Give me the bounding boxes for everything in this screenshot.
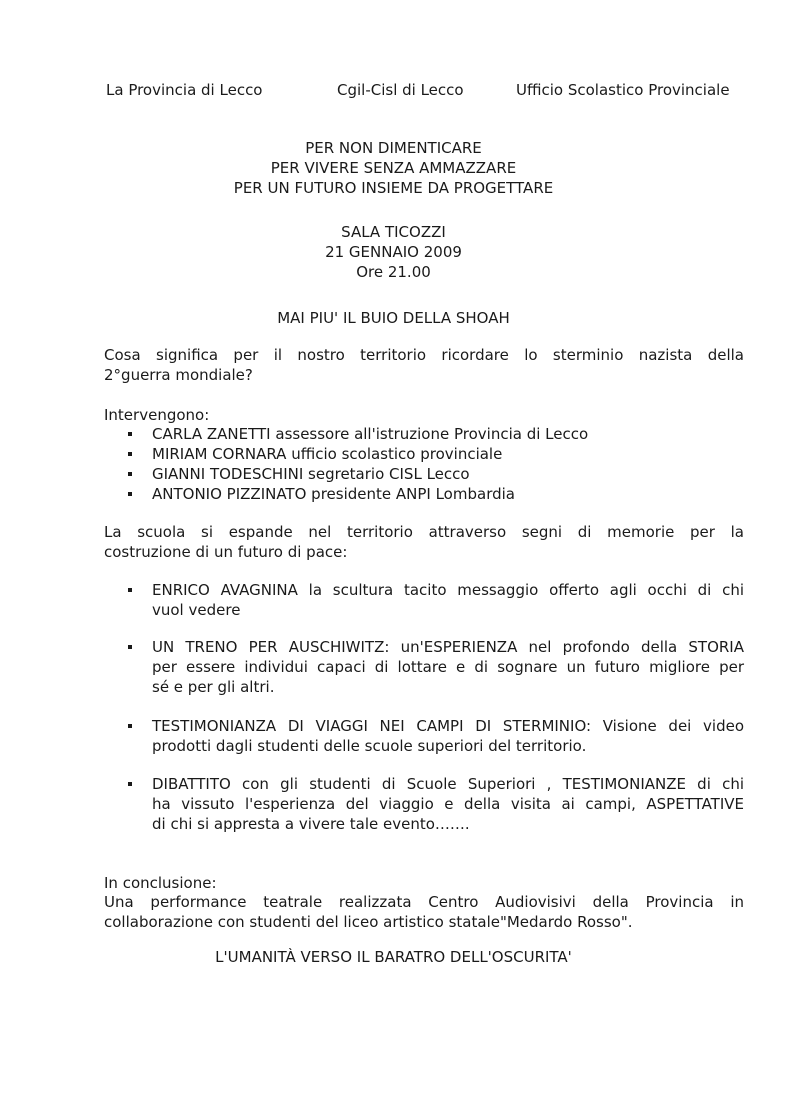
activity-item: [128, 716, 744, 756]
speaker-item: [128, 464, 588, 484]
bullet-icon: [128, 432, 132, 436]
title-block: [0, 138, 787, 198]
intro-line: costruzione di un futuro di pace:: [104, 543, 348, 561]
bullet-icon: [128, 472, 132, 476]
title-line: PER UN FUTURO INSIEME DA PROGETTARE: [233, 179, 554, 197]
speaker-text: MIRIAM CORNARA ufficio scolastico provinciale: [152, 445, 503, 463]
motto: MAI PIU' IL BUIO DELLA SHOAH: [277, 309, 510, 327]
activity-line: di chi si appresta a vivere tale evento…….: [152, 815, 470, 833]
activity-item: [128, 774, 744, 834]
header-ufficio-scolastico: Ufficio Scolastico Provinciale: [516, 81, 730, 99]
speaker-text: GIANNI TODESCHINI segretario CISL Lecco: [152, 465, 470, 483]
activity-line: ENRICO AVAGNINA la scultura tacito messaggio offerto agli occhi di chi: [152, 581, 744, 599]
bullet-icon: [128, 452, 132, 456]
conclusion-line: collaborazione con studenti del liceo artistico statale"Medardo Rosso".: [104, 913, 633, 931]
header-cgil-cisl: Cgil-Cisl di Lecco: [337, 81, 464, 99]
conclusion-label: In conclusione:: [104, 874, 217, 892]
bullet-icon: [128, 724, 132, 728]
event-date: 21 GENNAIO 2009: [325, 243, 462, 261]
speaker-text: CARLA ZANETTI assessore all'istruzione Provincia di Lecco: [152, 425, 589, 443]
event-venue: SALA TICOZZI: [341, 223, 446, 241]
header-provincia: La Provincia di Lecco: [106, 81, 263, 99]
activity-line: vuol vedere: [152, 601, 241, 619]
speaker-item: [128, 444, 588, 464]
bullet-icon: [128, 588, 132, 592]
conclusion-line: Una performance teatrale realizzata Centro Audiovisivi della Provincia in: [104, 893, 744, 911]
speaker-text: ANTONIO PIZZINATO presidente ANPI Lombardia: [152, 485, 515, 503]
bullet-icon: [128, 492, 132, 496]
activity-line: ha vissuto l'esperienza del viaggio e della visita ai campi, ASPETTATIVE: [152, 795, 744, 813]
activity-line: DIBATTITO con gli studenti di Scuole Superiori , TESTIMONIANZE di chi: [152, 775, 744, 793]
title-line: PER NON DIMENTICARE: [305, 139, 482, 157]
speaker-item: [128, 424, 588, 444]
closing-line: L'UMANITÀ VERSO IL BARATRO DELL'OSCURITA': [215, 948, 572, 966]
event-details: [0, 222, 787, 282]
activity-line: prodotti dagli studenti delle scuole superiori del territorio.: [152, 737, 587, 755]
question-paragraph: [104, 345, 744, 385]
intro-line: La scuola si espande nel territorio attraverso segni di memorie per la: [104, 523, 744, 541]
bullet-icon: [128, 645, 132, 649]
activity-line: UN TRENO PER AUSCHIWITZ: un'ESPERIENZA nel profondo della STORIA: [152, 638, 744, 656]
event-time: Ore 21.00: [356, 263, 431, 281]
title-line: PER VIVERE SENZA AMMAZZARE: [270, 159, 517, 177]
conclusion-paragraph: [104, 892, 744, 932]
activity-line: per essere individui capaci di lottare e di sognare un futuro migliore per: [152, 658, 744, 676]
question-line: Cosa significa per il nostro territorio ricordare lo sterminio nazista della: [104, 346, 744, 364]
activity-line: TESTIMONIANZA DI VIAGGI NEI CAMPI DI STERMINIO: Visione dei video: [152, 717, 744, 735]
activity-item: [128, 580, 744, 620]
bullet-icon: [128, 782, 132, 786]
intro-paragraph: [104, 522, 744, 562]
activity-line: sé e per gli altri.: [152, 678, 275, 696]
activity-item: [128, 637, 744, 697]
speakers-label: Intervengono:: [104, 406, 210, 424]
speakers-list: [128, 424, 588, 504]
speaker-item: [128, 484, 588, 504]
question-line: 2°guerra mondiale?: [104, 366, 253, 384]
